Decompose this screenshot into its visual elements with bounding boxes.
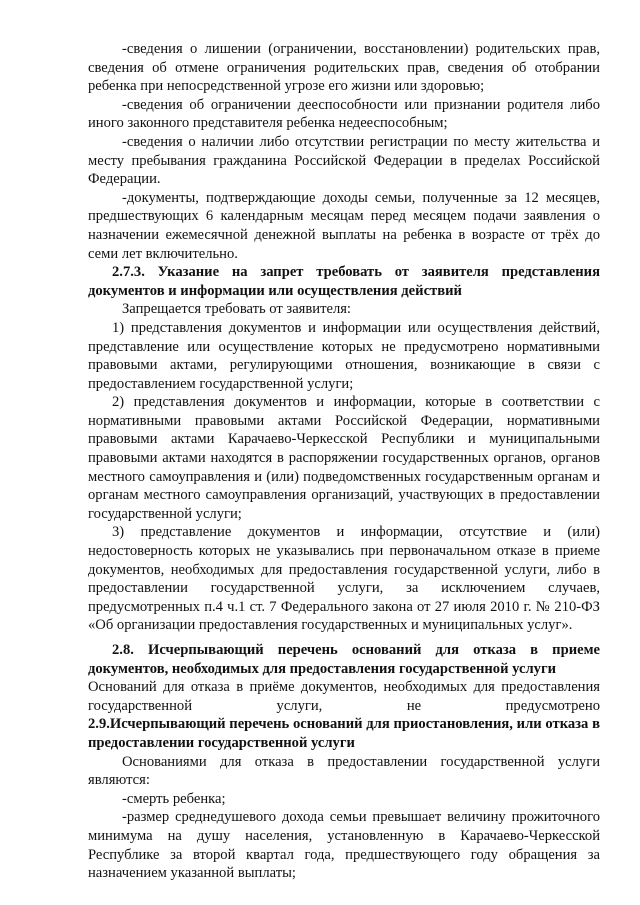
paragraph-parental-rights: -сведения о лишении (ограничении, восстановлении) родительских прав, сведения об отмене ограничения родительских прав, сведения об отобрании ребенка при непосредственной угрозе его жизни или здоровью;	[88, 41, 600, 95]
heading-2-7-3: 2.7.3. Указание на запрет требовать от заявителя представления документов и информации или осуществления действий	[88, 264, 600, 299]
paragraph-no-grounds: Оснований для отказа в приёме документов, необходимых для предоставления государственной услуги, не предусмотрено	[88, 679, 600, 714]
paragraph-income-exceeds: -размер среднедушевого дохода семьи превышает величину прожиточного минимума на душу населения, установленную в Карачаево-Черкесской Республике за второй квартал года, предшествующего году обращения за назначением указанной выплаты;	[88, 809, 600, 882]
heading-2-9: 2.9.Исчерпывающий перечень оснований для приостановления, или отказа в предоставлении государственной услуги	[88, 716, 600, 751]
document-page	[88, 40, 600, 883]
paragraph-child-death: -смерть ребенка;	[122, 790, 226, 807]
paragraph-grounds-intro: Основаниями для отказа в предоставлении государственной услуги являются:	[88, 753, 600, 789]
paragraph-legal-capacity: -сведения об ограничении дееспособности или признании родителя либо иного законного представителя ребенка недееспособным;	[88, 96, 600, 132]
list-item-3: 3) представление документов и информации, отсутствие и (или) недостоверность которых не указывались при первоначальном отказе в приеме документов, необходимых для предоставления государственной услуги, либо в предоставлении государственной услуги, за исключением случаев, предусмотренных п.4 ч.1 ст. 7 Федерального закона от 27 июля 2010 г. № 210-ФЗ «Об организации предоставления государственных и муниципальных услуг».	[88, 524, 600, 634]
paragraph-income-documents: -документы, подтверждающие доходы семьи, полученные за 12 месяцев, предшествующих 6 календарным месяцам перед месяцем подачи заявления о назначении ежемесячной денежной выплаты на ребенка в возрасте от трёх до семи лет включительно.	[88, 189, 600, 262]
list-item-2: 2) представления документов и информации, которые в соответствии с нормативными правовыми актами Российской Федерации, нормативными правовыми актами Карачаево-Черкесской Республики и муниципальными правовыми актами находятся в распоряжении государственных органов, органов местного самоуправления и (или) подведомственных государственным органам и органам местного самоуправления организаций, участвующих в предоставлении государственной услуги;	[88, 394, 600, 522]
paragraph-registration: -сведения о наличии либо отсутствии регистрации по месту жительства и месту пребывания гражданина Российской Федерации в пределах Российской Федерации.	[88, 133, 600, 188]
heading-2-8: 2.8. Исчерпывающий перечень оснований для отказа в приеме документов, необходимых для предоставления государственной услуги	[88, 642, 600, 677]
list-item-1: 1) представления документов и информации или осуществления действий, представление или осуществление которых не предусмотрено нормативными правовыми актами, регулирующими отношения, возникающие в связи с предоставлением государственной услуги;	[88, 319, 600, 392]
paragraph-prohibited-intro: Запрещается требовать от заявителя:	[122, 301, 351, 318]
